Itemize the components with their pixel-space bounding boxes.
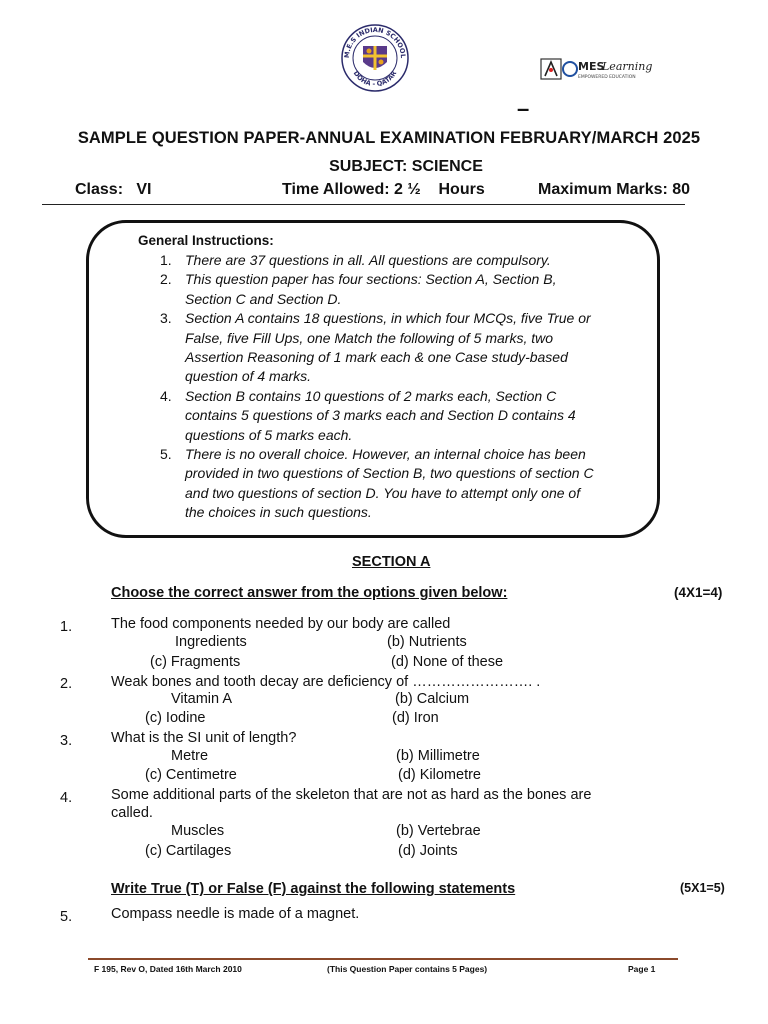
instruction-item bbox=[160, 251, 600, 270]
option-b: (b) Vertebrae bbox=[396, 823, 481, 839]
question-number: 2. bbox=[60, 676, 73, 692]
question-text: Weak bones and tooth decay are deficiency of ……………………. . bbox=[111, 674, 541, 690]
mcq-marks: (4X1=4) bbox=[674, 585, 723, 600]
question-text: What is the SI unit of length? bbox=[111, 730, 297, 746]
instruction-number: 5. bbox=[160, 446, 172, 463]
school-ring-text-bottom: DOHA - QATAR bbox=[351, 69, 399, 89]
mes-brand-text: MES bbox=[578, 60, 605, 73]
subject-line: SUBJECT: SCIENCE bbox=[329, 158, 483, 175]
question-number: 3. bbox=[60, 733, 73, 749]
instruction-number: 3. bbox=[160, 310, 172, 327]
instruction-text: There is no overall choice. However, an internal choice has been provided in two questions of Section B, two questions of section C and two questions of section D. You have to attempt only one of the choices in such questions. bbox=[185, 446, 594, 521]
instruction-text: This question paper has four sections: Section A, Section B, Section C and Section D. bbox=[185, 271, 557, 307]
option-a: Ingredients bbox=[175, 634, 247, 650]
question-number: 1. bbox=[60, 619, 73, 635]
question-number: 5. bbox=[60, 909, 73, 925]
mes-learning-logo bbox=[540, 56, 664, 82]
instruction-text: There are 37 questions in all. All questions are compulsory. bbox=[185, 252, 551, 268]
maximum-marks: Maximum Marks: 80 bbox=[538, 181, 691, 198]
option-a: Muscles bbox=[171, 823, 225, 839]
option-b: (b) Calcium bbox=[395, 691, 470, 707]
option-b: (b) Millimetre bbox=[396, 748, 480, 764]
footer-page-number: Page 1 bbox=[628, 964, 656, 974]
time-allowed: Time Allowed: 2 ½ Hours bbox=[282, 181, 485, 198]
option-c: (c) Fragments bbox=[150, 654, 241, 670]
instruction-text: Section B contains 10 questions of 2 marks each, Section C contains 5 questions of 3 marks each and Section D contains 4 questions of 5 marks each. bbox=[185, 387, 576, 443]
footer-form-ref: F 195, Rev O, Dated 16th March 2010 bbox=[94, 964, 242, 974]
question-number: 4. bbox=[60, 790, 73, 806]
footer-page-count: (This Question Paper contains 5 Pages) bbox=[327, 964, 488, 974]
school-ring-text-top: M.E.S INDIAN SCHOOL bbox=[342, 25, 408, 59]
section-a-title: SECTION A bbox=[352, 554, 431, 570]
instruction-number: 1. bbox=[160, 252, 172, 268]
header-rule bbox=[42, 204, 685, 205]
question-text: The food components needed by our body are called bbox=[111, 616, 451, 632]
mcq-heading: Choose the correct answer from the options given below: bbox=[111, 585, 508, 601]
instruction-item bbox=[160, 445, 600, 523]
instruction-number: 4. bbox=[160, 387, 172, 404]
option-a: Vitamin A bbox=[171, 691, 232, 707]
instruction-item bbox=[160, 309, 600, 387]
class-label: Class: VI bbox=[75, 181, 152, 198]
question-text: Some additional parts of the skeleton that are not as hard as the bones are called. bbox=[111, 787, 592, 821]
option-d: (d) Kilometre bbox=[398, 767, 481, 783]
true-false-heading: Write True (T) or False (F) against the following statements bbox=[111, 881, 516, 897]
instruction-text: Section A contains 18 questions, in which four MCQs, five True or False, five Fill Ups, one Match the following of 5 marks, two Assertion Reasoning of 1 mark each & one Case study-based question of 4 marks. bbox=[185, 310, 591, 385]
true-false-marks: (5X1=5) bbox=[680, 881, 725, 895]
footer-rule bbox=[88, 958, 678, 960]
option-d: (d) Joints bbox=[398, 843, 458, 859]
option-c: (c) Cartilages bbox=[145, 843, 232, 859]
mes-script-text: Learning bbox=[602, 60, 653, 73]
header-dash: – bbox=[517, 96, 530, 121]
option-d: (d) None of these bbox=[391, 654, 504, 670]
school-logo bbox=[339, 24, 411, 92]
mes-tagline: EMPOWERED EDUCATION bbox=[578, 75, 636, 80]
option-b: (b) Nutrients bbox=[387, 634, 467, 650]
paper-title: SAMPLE QUESTION PAPER-ANNUAL EXAMINATION FEBRUARY/MARCH 2025 bbox=[77, 129, 701, 147]
instructions-list bbox=[160, 251, 600, 523]
option-a: Metre bbox=[171, 748, 209, 764]
option-c: (c) Centimetre bbox=[145, 767, 237, 783]
instruction-number: 2. bbox=[160, 271, 172, 288]
question-text: Compass needle is made of a magnet. bbox=[111, 906, 360, 922]
option-c: (c) Iodine bbox=[145, 710, 206, 726]
instruction-item bbox=[160, 270, 600, 309]
general-instructions-title: General Instructions: bbox=[138, 233, 274, 248]
option-d: (d) Iron bbox=[392, 710, 439, 726]
instruction-item bbox=[160, 387, 600, 445]
